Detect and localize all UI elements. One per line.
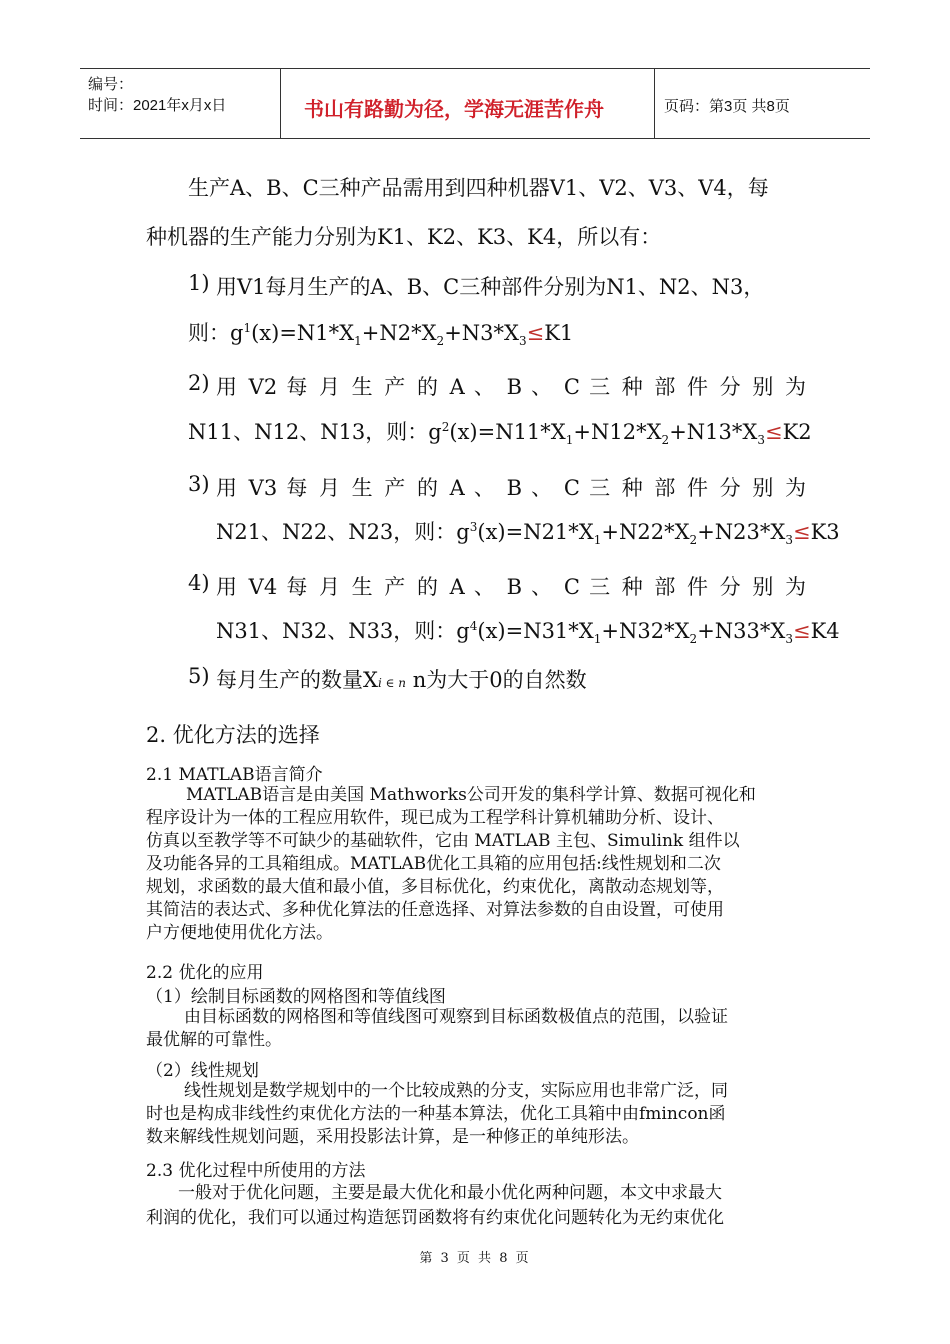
header-table <box>80 68 870 139</box>
header-number-label: 编号： <box>88 76 134 93</box>
paragraph-line: 线性规划是数学规划中的一个比较成熟的分支，实际应用也非常广泛，同 <box>184 1081 728 1101</box>
list-item-3-number: 3) <box>188 472 210 496</box>
section-2-3-body <box>146 1181 808 1231</box>
header-divider-1 <box>280 69 281 138</box>
section-2-1-title: 2.1 MATLAB语言简介 <box>146 765 323 785</box>
list-item-1-number: 1) <box>188 271 210 295</box>
paragraph-line: 数来解线性规划问题，采用投影法计算，是一种修正的单纯形法。 <box>146 1127 639 1147</box>
paragraph-line: 及功能各异的工具箱组成。MATLAB优化工具箱的应用包括:线性规划和二次 <box>146 854 721 874</box>
paragraph-line: 其简洁的表达式、多种优化算法的任意选择、对算法参数的自由设置，可使用 <box>146 900 724 920</box>
list-item-5-number: 5) <box>188 664 210 688</box>
list-item-3-formula: N21、N22、N23，则：$g^3(x)=N21*X_1+N22*X_2+N23*X_3\le K3$ <box>216 520 840 548</box>
list-item-4-number: 4) <box>188 571 210 595</box>
list-item-4-formula: N31、N32、N33，则：$g^4(x)=N31*X_1+N32*X_2+N33*X_3\le K4$ <box>216 619 840 647</box>
list-item-1-formula: 则：$g^1(x)=N1*X_1+N2*X_2+N3*X_3\le K1$ <box>188 321 574 349</box>
paragraph-line: 仿真以至教学等不可缺少的基础软件，它由 MATLAB 主包、Simulink 组件以 <box>146 831 740 851</box>
intro-line-2: 种机器的生产能力分别为K1、K2、K3、K4，所以有： <box>146 225 662 249</box>
paragraph-line: 户方便地使用优化方法。 <box>146 923 333 943</box>
paragraph-line: 一般对于优化问题，主要是最大优化和最小优化两种问题，本文中求最大 <box>178 1183 722 1203</box>
list-item-1-line-1: 用V1每月生产的A、B、C三种部件分别为N1、N2、N3， <box>216 275 765 299</box>
paragraph-line: 时也是构成非线性约束优化方法的一种基本算法，优化工具箱中由fmincon函 <box>146 1104 726 1124</box>
paragraph-line: 利润的优化，我们可以通过构造惩罚函数将有约束优化问题转化为无约束优化 <box>146 1208 724 1228</box>
header-page-label: 页码：第3页 共8页 <box>664 98 790 115</box>
page-footer: 第 3 页 共 8 页 <box>419 1251 531 1266</box>
section-2-2-subheading-2: （2）线性规划 <box>146 1061 259 1081</box>
header-motto: 书山有路勤为径，学海无涯苦作舟 <box>304 97 604 121</box>
paragraph-line: 由目标函数的网格图和等值线图可观察到目标函数极值点的范围，以验证 <box>184 1007 728 1027</box>
section-2-2-body-2 <box>146 1080 808 1149</box>
section-2-1-body <box>146 784 808 945</box>
section-2-2-title: 2.2 优化的应用 <box>146 963 264 983</box>
list-item-2-line-1: 用 V2 每 月 生 产 的 A 、 B 、 C 三 种 部 件 分 别 为 <box>216 375 806 399</box>
section-2-2-subheading-1: （1）绘制目标函数的网格图和等值线图 <box>146 987 446 1007</box>
paragraph-line: 程序设计为一体的工程应用软件，现已成为工程学科计算机辅助分析、设计、 <box>146 808 724 828</box>
header-time-label: 时间：2021年x月x日 <box>88 97 227 114</box>
list-item-2-formula: N11、N12、N13，则：$g^2(x)=N11*X_1+N12*X_2+N13*X_3\le K2$ <box>188 420 812 448</box>
section-2-3-title: 2.3 优化过程中所使用的方法 <box>146 1161 366 1181</box>
paragraph-line: 规划，求函数的最大值和最小值，多目标优化，约束优化，离散动态规划等， <box>146 877 724 897</box>
list-item-5-line-1: 每月生产的数量Xi ∈ n n为大于0的自然数 <box>216 668 587 692</box>
section-2-2-body-1 <box>146 1006 808 1052</box>
list-item-2-number: 2) <box>188 371 210 395</box>
paragraph-line: 最优解的可靠性。 <box>146 1030 282 1050</box>
section-2-title: 2. 优化方法的选择 <box>146 723 320 747</box>
list-item-3-line-1: 用 V3 每 月 生 产 的 A 、 B 、 C 三 种 部 件 分 别 为 <box>216 476 806 500</box>
paragraph-line: MATLAB语言是由美国 Mathworks公司开发的集科学计算、数据可视化和 <box>186 785 756 805</box>
header-divider-2 <box>654 69 655 138</box>
list-item-4-line-1: 用 V4 每 月 生 产 的 A 、 B 、 C 三 种 部 件 分 别 为 <box>216 575 806 599</box>
intro-line-1: 生产A、B、C三种产品需用到四种机器V1、V2、V3、V4，每 <box>188 176 769 200</box>
